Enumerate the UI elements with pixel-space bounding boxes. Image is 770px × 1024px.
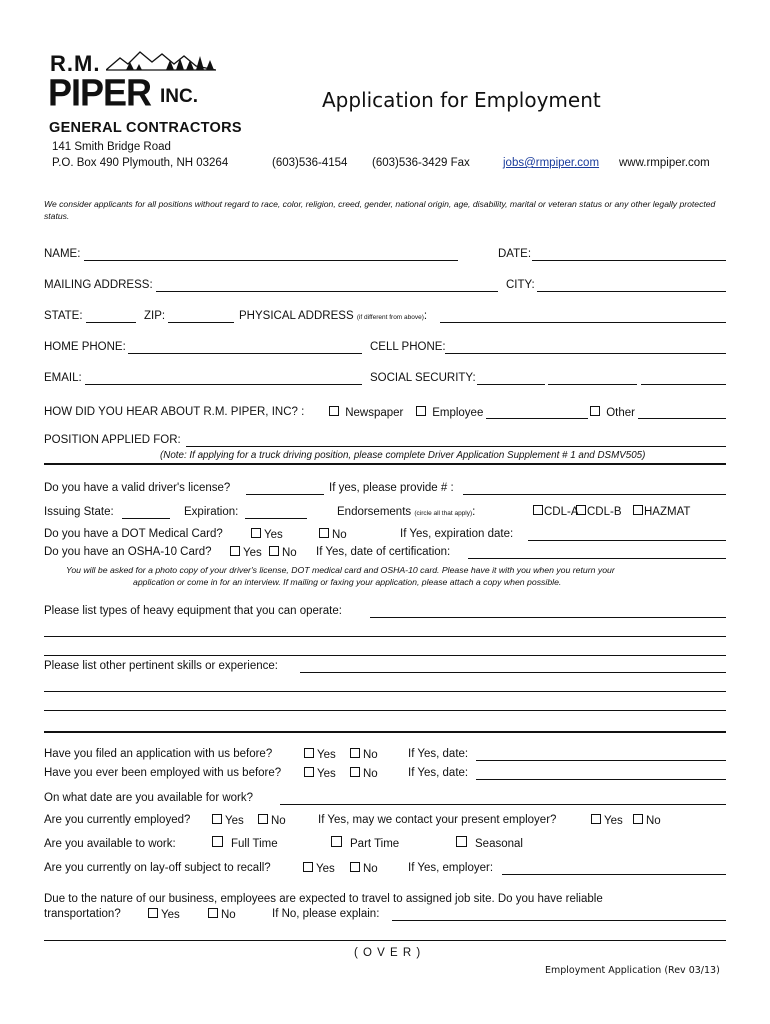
name-field[interactable] (84, 260, 458, 261)
company-fax: (603)536-3429 Fax (372, 157, 470, 169)
employed-no-label: No (363, 768, 378, 780)
newspaper-label: Newspaper (345, 407, 404, 419)
filed-no-checkbox[interactable] (350, 748, 360, 758)
filed-yes-option[interactable] (304, 748, 336, 761)
layoff-question: Are you currently on lay-off subject to recall? (44, 862, 271, 874)
cdl-a-option[interactable] (533, 505, 579, 518)
email-label: EMAIL: (44, 372, 82, 384)
hazmat-label: HAZMAT (644, 506, 691, 518)
position-label: POSITION APPLIED FOR: (44, 434, 181, 446)
seasonal-option[interactable] (456, 836, 523, 850)
email-field[interactable] (85, 384, 362, 385)
travel-text-2: transportation? (44, 908, 121, 920)
osha-question: Do you have an OSHA-10 Card? (44, 546, 212, 558)
explain-label: If No, please explain: (272, 908, 380, 920)
explain-field-1[interactable] (392, 920, 726, 921)
layoff-employer-field[interactable] (502, 874, 726, 875)
contact-yes-label: Yes (604, 815, 623, 827)
layoff-no-option[interactable] (350, 862, 378, 875)
cdl-b-option[interactable] (576, 505, 622, 518)
employee-checkbox[interactable] (416, 406, 426, 416)
layoff-yes-checkbox[interactable] (303, 862, 313, 872)
over-indicator: ( O V E R ) (354, 947, 422, 959)
ssn-field-3[interactable] (641, 384, 726, 385)
travel-yes-checkbox[interactable] (148, 908, 158, 918)
dot-yes-option[interactable] (251, 528, 283, 541)
section-divider-1 (44, 463, 726, 465)
current-no-option[interactable] (258, 814, 286, 827)
layoff-yes-option[interactable] (303, 862, 335, 875)
travel-no-checkbox[interactable] (208, 908, 218, 918)
equipment-field-2[interactable] (44, 636, 726, 637)
full-time-label: Full Time (231, 838, 278, 850)
issuing-state-label: Issuing State: (44, 506, 114, 518)
zip-field[interactable] (168, 322, 234, 323)
logo-inc-text: INC. (160, 86, 198, 107)
osha-no-option[interactable] (269, 546, 297, 559)
employee-option[interactable] (416, 406, 483, 419)
osha-cert-label: If Yes, date of certification: (316, 546, 451, 558)
filed-yes-label: Yes (317, 749, 336, 761)
issuing-state-field[interactable] (122, 518, 170, 519)
zip-label: ZIP: (144, 310, 166, 322)
company-po-box: P.O. Box 490 Plymouth, NH 03264 (52, 157, 229, 169)
state-field[interactable] (86, 322, 136, 323)
physical-address-text: PHYSICAL ADDRESS (239, 310, 354, 322)
current-yes-option[interactable] (212, 814, 244, 827)
current-no-checkbox[interactable] (258, 814, 268, 824)
mailing-address-field[interactable] (156, 291, 498, 292)
osha-yes-option[interactable] (230, 546, 262, 559)
home-phone-field[interactable] (128, 353, 362, 354)
osha-no-checkbox[interactable] (269, 546, 279, 556)
current-yes-checkbox[interactable] (212, 814, 222, 824)
photo-note-line-1: You will be asked for a photo copy of your driver's license, DOT medical card and OSHA-10 card. Please have it with you when you return your (66, 565, 615, 575)
page-title: Application for Employment (322, 88, 601, 112)
heard-about-label: HOW DID YOU HEAR ABOUT R.M. PIPER, INC? : (44, 406, 305, 418)
other-checkbox[interactable] (590, 406, 600, 416)
cdl-b-checkbox[interactable] (576, 505, 586, 515)
contact-question: If Yes, may we contact your present employer? (318, 814, 557, 826)
other-skills-question: Please list other pertinent skills or experience: (44, 660, 278, 672)
expiration-field[interactable] (245, 518, 307, 519)
filed-no-label: No (363, 749, 378, 761)
endorsements-text: Endorsements (337, 506, 412, 518)
layoff-employer-label: If Yes, employer: (408, 862, 494, 874)
contact-no-option[interactable] (633, 814, 661, 827)
layoff-no-checkbox[interactable] (350, 862, 360, 872)
newspaper-option[interactable] (329, 406, 403, 419)
company-website: www.rmpiper.com (619, 157, 710, 169)
seasonal-label: Seasonal (475, 838, 523, 850)
available-date-field[interactable] (280, 804, 726, 805)
logo-rm-text: R.M. (50, 51, 101, 76)
logo-piper-text: PIPER (48, 70, 152, 114)
contact-no-label: No (646, 815, 661, 827)
travel-no-label: No (221, 909, 236, 921)
revision-label: Employment Application (Rev 03/13) (545, 965, 720, 976)
dot-expiration-label: If Yes, expiration date: (400, 528, 514, 540)
logo-tagline: GENERAL CONTRACTORS (49, 120, 242, 136)
name-label: NAME: (44, 248, 81, 260)
cdl-b-label: CDL-B (587, 506, 622, 518)
endorsements-note: (circle all that apply) (414, 510, 473, 517)
employee-name-field[interactable] (486, 418, 588, 419)
part-time-option[interactable] (331, 836, 399, 850)
current-yes-label: Yes (225, 815, 244, 827)
equipment-field-3[interactable] (44, 655, 726, 656)
osha-yes-label: Yes (243, 547, 262, 559)
filed-no-option[interactable] (350, 748, 378, 761)
dot-no-option[interactable] (319, 528, 347, 541)
filed-question: Have you filed an application with us before? (44, 748, 273, 760)
license-number-label: If yes, please provide # : (329, 482, 454, 494)
available-for-question: Are you available to work: (44, 838, 176, 850)
filed-date-label: If Yes, date: (408, 748, 469, 760)
photo-note-line-2: application or come in for an interview. If mailing or faxing your application, please attach a copy when possible. (133, 577, 562, 587)
mountain-trees-icon (106, 48, 216, 72)
company-phone: (603)536-4154 (272, 157, 348, 169)
company-email-link[interactable]: jobs@rmpiper.com (503, 157, 600, 169)
explain-field-2[interactable] (44, 940, 726, 941)
employed-question: Have you ever been employed with us before? (44, 767, 282, 779)
dot-yes-label: Yes (264, 529, 283, 541)
other-skills-field-2[interactable] (44, 691, 726, 692)
dot-expiration-field[interactable] (528, 540, 726, 541)
section-divider-2 (44, 731, 726, 733)
other-label: Other (606, 407, 635, 419)
ssn-field-1[interactable] (477, 384, 545, 385)
social-security-label: SOCIAL SECURITY: (370, 372, 476, 384)
newspaper-checkbox[interactable] (329, 406, 339, 416)
home-phone-label: HOME PHONE: (44, 341, 126, 353)
position-note: (Note: If applying for a truck driving position, please complete Driver Application Supplement # 1 and DSMV505) (160, 450, 646, 461)
employed-no-checkbox[interactable] (350, 767, 360, 777)
hazmat-checkbox[interactable] (633, 505, 643, 515)
date-label: DATE: (498, 248, 532, 260)
equipment-field-1[interactable] (370, 617, 726, 618)
other-skills-field-3[interactable] (44, 710, 726, 711)
physical-address-field[interactable] (440, 322, 726, 323)
state-label: STATE: (44, 310, 83, 322)
other-field[interactable] (638, 418, 726, 419)
company-logo (48, 48, 242, 140)
employed-yes-label: Yes (317, 768, 336, 780)
employed-yes-checkbox[interactable] (304, 767, 314, 777)
dot-no-label: No (332, 529, 347, 541)
position-field[interactable] (186, 446, 726, 447)
dot-question: Do you have a DOT Medical Card? (44, 528, 223, 540)
full-time-checkbox[interactable] (212, 836, 223, 847)
layoff-no-label: No (363, 863, 378, 875)
endorsements-label: Endorsements (circle all that apply): (337, 506, 476, 518)
osha-no-label: No (282, 547, 297, 559)
city-field[interactable] (537, 291, 726, 292)
date-field[interactable] (532, 260, 726, 261)
osha-yes-checkbox[interactable] (230, 546, 240, 556)
travel-no-option[interactable] (208, 908, 236, 921)
part-time-checkbox[interactable] (331, 836, 342, 847)
travel-yes-label: Yes (161, 909, 180, 921)
company-street: 141 Smith Bridge Road (52, 141, 171, 153)
available-date-question: On what date are you available for work? (44, 792, 254, 804)
hazmat-option[interactable] (633, 505, 690, 518)
employed-date-label: If Yes, date: (408, 767, 469, 779)
employed-no-option[interactable] (350, 767, 378, 780)
employed-yes-option[interactable] (304, 767, 336, 780)
osha-cert-field[interactable] (468, 558, 726, 559)
layoff-yes-label: Yes (316, 863, 335, 875)
employee-label: Employee (432, 407, 484, 419)
travel-text-1: Due to the nature of our business, employees are expected to travel to assigned job site. Do you have reliable (44, 893, 603, 905)
dot-yes-checkbox[interactable] (251, 528, 261, 538)
employed-date-field[interactable] (476, 779, 726, 780)
filed-yes-checkbox[interactable] (304, 748, 314, 758)
cell-phone-field[interactable] (445, 353, 726, 354)
filed-date-field[interactable] (476, 760, 726, 761)
equipment-question: Please list types of heavy equipment that you can operate: (44, 605, 342, 617)
seasonal-checkbox[interactable] (456, 836, 467, 847)
license-answer-field[interactable] (246, 494, 324, 495)
mailing-address-label: MAILING ADDRESS: (44, 279, 153, 291)
disclaimer-text: We consider applicants for all positions without regard to race, color, religion, creed, gender, national origin, age, disability, marital or veteran status or any other legally protected status. (44, 199, 716, 221)
other-skills-field-1[interactable] (300, 672, 726, 673)
contact-yes-checkbox[interactable] (591, 814, 601, 824)
full-time-option[interactable] (212, 836, 278, 850)
current-no-label: No (271, 815, 286, 827)
license-question: Do you have a valid driver's license? (44, 482, 231, 494)
dot-no-checkbox[interactable] (319, 528, 329, 538)
cell-phone-label: CELL PHONE: (370, 341, 446, 353)
ssn-field-2[interactable] (548, 384, 637, 385)
travel-yes-option[interactable] (148, 908, 180, 921)
part-time-label: Part Time (350, 838, 400, 850)
cdl-a-checkbox[interactable] (533, 505, 543, 515)
currently-employed-question: Are you currently employed? (44, 814, 191, 826)
other-option[interactable] (590, 406, 635, 419)
license-number-field[interactable] (463, 494, 726, 495)
contact-yes-option[interactable] (591, 814, 623, 827)
cdl-a-label: CDL-A (544, 506, 579, 518)
city-label: CITY: (506, 279, 535, 291)
physical-address-note: (if different from above) (356, 314, 424, 321)
expiration-label: Expiration: (184, 506, 239, 518)
physical-address-label: PHYSICAL ADDRESS (if different from above): (239, 310, 428, 322)
contact-no-checkbox[interactable] (633, 814, 643, 824)
